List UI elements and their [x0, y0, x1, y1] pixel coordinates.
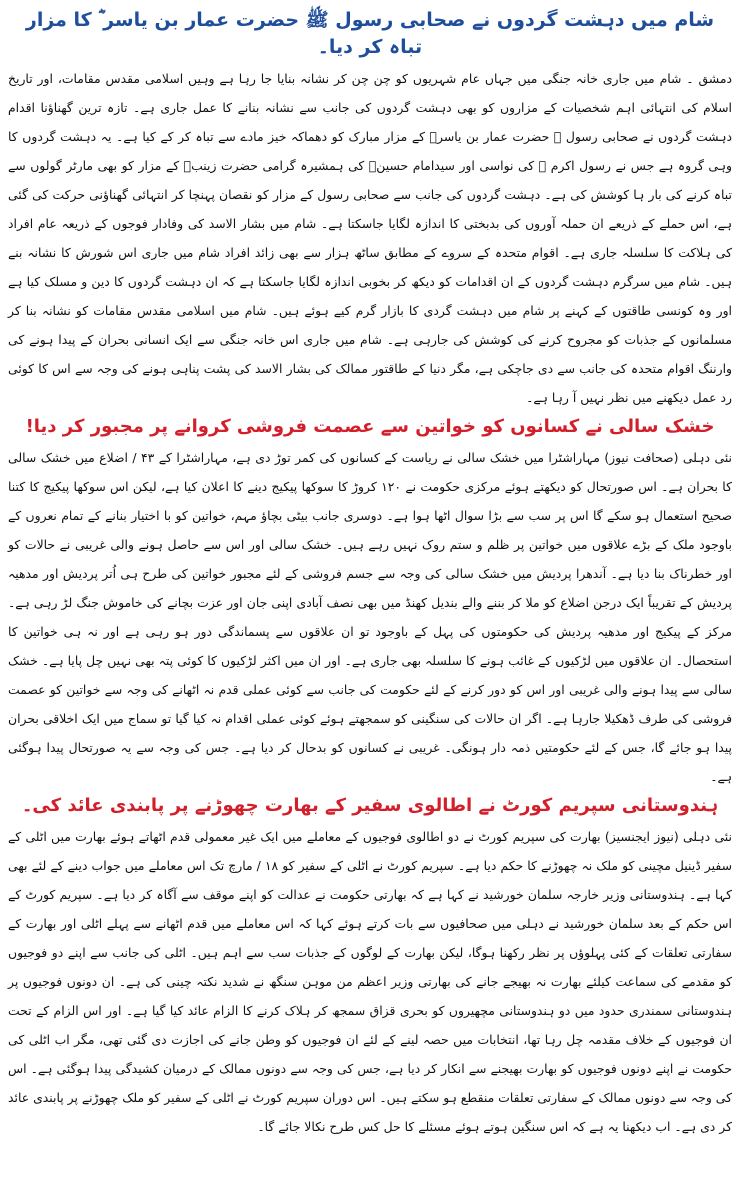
article-headline: ہندوستانی سپریم کورٹ نے اطالوی سفیر کے بھارت چھوڑنے پر پابندی عائد کی۔ [21, 795, 719, 816]
article-supreme-court-italy [8, 795, 732, 1141]
article-headline: خشک سالی نے کسانوں کو خواتین سے عصمت فروشی کروانے پر مجبور کر دیا! [25, 416, 715, 437]
article-headline: شام میں دہشت گردوں نے صحابی رسول ﷺ حضرت عمار بن یاسر ؓ کا مزار تباہ کر دیا۔ [25, 9, 715, 58]
article-drought-farmers [8, 416, 732, 791]
article-body: دمشق ۔ شام میں جاری خانہ جنگی میں جہاں عام شہریوں کو چن چن کر نشانہ بنایا جا رہا ہے وہیں اسلامی مقدس مقامات، اور تاریخ اسلام کی انتہائی اہم شخصیات کے مزاروں کو بھی دہشت گردوں کی جانب سے نشانہ بنانے کا عمل جاری ہے۔ تازہ ترین گھناؤنا اقدام دہشت گردوں نے صحابی رسول ﷺ حضرت عمار بن یاسرؓ کے مزار مبارک کو دھماکہ خیز مادے سے تباہ کر کے کیا ہے۔ یہ دہشت گردوں کا وہی گروہ ہے جس نے رسول اکرم ﷺ کی نواسی اور سیدامام حسینؓ کی ہمشیرہ گرامی حضرت زینبؓ کے مزار کو بھی مارٹر گولوں سے تباہ کرنے کی بار ہا کوشش کی ہے۔ دہشت گردوں کی جانب سے صحابی رسول کے مزار کو نقصان پہنچا کر انتہائی گھناؤنی حرکت کی گئی ہے، اس حملے کے ذریعے ان حملہ آوروں کی بدبختی کا اندازہ لگایا جاسکتا ہے۔ شام میں بشار الاسد کی وفادار فوجوں کے ذریعہ عام افراد کی ہلاکت کا سلسلہ جاری ہے۔ اقوام متحدہ کے سروے کے مطابق ساٹھ ہزار سے بھی زائد افراد شام میں جاری اس شورش کا نشانہ بنے ہیں۔ شام میں سرگرم دہشت گردوں کے ان اقدامات کو دیکھ کر بخوبی اندازہ لگایا جاسکتا ہے کہ ان دہشت گردوں کا دین و مسلک کیا ہے اور وہ کونسی طاقتوں کے کہنے پر شام میں دہشت گردی کا بازار گرم کیے ہوئے ہیں۔ شام میں اسلامی مقدس مقامات کو نشانہ بنا کر مسلمانوں کے جذبات کو مجروح کرنے کی کوشش کی جارہی ہے۔ شام میں جاری اس خانہ جنگی سے ایک انسانی بحران کے پیدا ہونے کی وارننگ اقوام متحدہ کی جانب سے دی جاچکی ہے، مگر دنیا کے طاقتور ممالک کی بشار الاسد کی پشت پناہی ہونے کی وجہ سے اس کا کوئی رد عمل دیکھنے میں نظر نہیں آ رہا ہے۔ [8, 71, 732, 405]
article-body: نئی دہلی (نیوز ایجنسیز) بھارت کی سپریم کورٹ نے دو اطالوی فوجیوں کے معاملے میں ایک غیر معمولی قدم اٹھاتے ہوئے بھارت میں اٹلی کے سفیر ڈینیل مچینی کو ملک نہ چھوڑنے کا حکم دیا ہے۔ سپریم کورٹ نے اٹلی کے سفیر کو ۱۸ / مارچ تک اس معاملے میں جواب دینے کے لئے بھی کہا ہے۔ ہندوستانی وزیر خارجہ سلمان خورشید نے کہا ہے کہ بھارتی حکومت نے عدالت کو اپنے موقف سے آگاہ کر دیا ہے۔ سپریم کورٹ کے اس حکم کے بعد سلمان خورشید نے دہلی میں صحافیوں سے بات کرتے ہوئے کہا کہ اس معاملے میں قدم اٹھانے سے پہلے اٹلی اور بھارت کے سفارتی تعلقات کے کئی پہلوؤں پر نظر رکھنا ہوگا، لیکن بھارت کے لوگوں کے جذبات سب سے اہم ہیں۔ اٹلی کی جانب سے اپنے دو فوجیوں کو مقدمے کی سماعت کیلئے بھارت نہ بھیجے جانے کی بھارتی وزیر اعظم من موہن سنگھ نے شدید نکتہ چینی کی ہے۔ ان دونوں فوجیوں پر ہندوستانی سمندری حدود میں دو ہندوستانی مچھیروں کو بحری قزاق سمجھ کر ہلاک کرنے کا الزام عائد کیا گیا ہے۔ اور اس الزام کے تحت ان فوجیوں کے خلاف مقدمہ چل رہا تھا، انتخابات میں حصہ لینے کے لئے ان فوجیوں کو وطن جانے کی اجازت دی گئی تھی، مگر اب اٹلی کی حکومت نے اپنے دونوں فوجیوں کو بھارت بھیجنے سے انکار کر دیا ہے، جس کی وجہ سے دونوں ممالک کے درمیان کشیدگی پیدا ہوگئی ہے۔ اس کی وجہ سے دونوں ممالک کے سفارتی تعلقات منقطع ہو سکتے ہیں۔ اس دوران سپریم کورٹ نے اٹلی کے سفیر کو ملک چھوڑنے پر پابندی عائد کر دی ہے۔ اب دیکھنا یہ ہے کہ اس سنگین ہوتے ہوئے مسئلے کا حل کس طرح نکالا جائے گا۔ [8, 829, 732, 1134]
article-syria-shrine [8, 8, 732, 412]
article-body: نئی دہلی (صحافت نیوز) مہاراشٹرا میں خشک سالی نے ریاست کے کسانوں کی کمر توڑ دی ہے، مہاراشٹرا کے ۴۳ / اضلاع میں خشک سالی کا بحران ہے۔ اس صورتحال کو دیکھتے ہوئے مرکزی حکومت نے ۱۲۰ کروڑ کا سوکھا پیکیج دینے کا اعلان کیا ہے، لیکن اس سوکھا پیکیج کا کتنا صحیح استعمال ہو سکے گا اس پر سب سے بڑا سوال اٹھا ہوا ہے۔ دوسری جانب بیٹی بچاؤ مہم، خواتین کو با اختیار بنانے کے تمام نعروں کے باوجود ملک کے بڑے علاقوں میں خواتین پر ظلم و ستم روک نہیں رہے ہیں۔ خشک سالی اور اس سے حاصل ہونے والی غریبی نے حالات کو اور خطرناک بنا دیا ہے۔ آندھرا پردیش میں خشک سالی کی وجہ سے جسم فروشی کے لئے مجبور خواتین کی طرح ہی اُتر پردیش اور مدھیہ پردیش کے تقریباً ایک درجن اضلاع کو ملا کر بننے والے بندیل کھنڈ میں بھی نصف آبادی اپنی جان اور عزت بچانے کی خاموش جنگ لڑ رہی ہے۔ مرکز کے پیکیج اور مدھیہ پردیش کی حکومتوں کی پہل کے باوجود تو ان علاقوں سے پسماندگی دور ہو رہی ہے اور نہ ہی خواتین کا استحصال۔ ان علاقوں میں لڑکیوں کے غائب ہونے کا سلسلہ بھی جاری ہے۔ اور ان میں اکثر لڑکیوں کا کوئی پتہ بھی نہیں چل پایا ہے۔ خشک سالی سے پیدا ہونے والی غریبی اور اس کو دور کرنے کے لئے حکومت کی جانب سے کوئی عملی قدم نہ اٹھانے کی وجہ سے خواتین کو عصمت فروشی کی طرف ڈھکیلا جارہا ہے۔ اگر ان حالات کی سنگینی کو سمجھتے ہوئے کوئی عملی اقدام نہ کیا گیا تو سماج میں ایک اخلاقی بحران پیدا ہو جائے گا، جس کے لئے حکومتیں ذمہ دار ہونگی۔ غریبی نے کسانوں کو بدحال کر دیا ہے۔ جس کی وجہ سے یہ صورتحال پیدا ہوگئی ہے۔ [8, 450, 733, 784]
